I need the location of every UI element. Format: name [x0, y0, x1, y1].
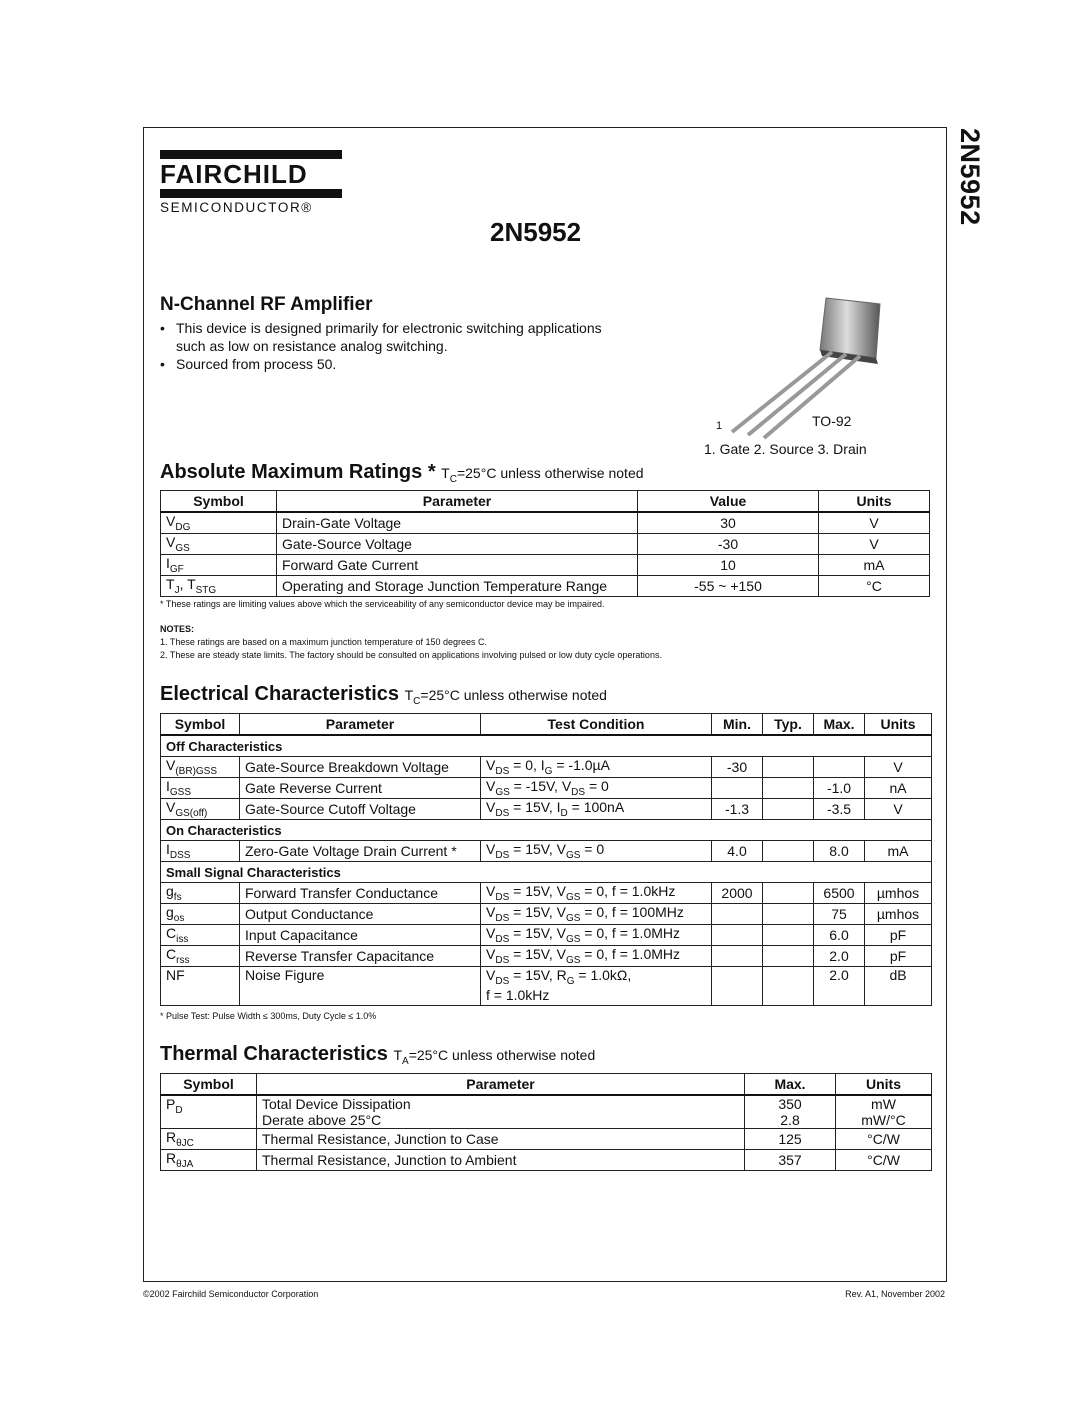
part-number: 2N5952 — [490, 217, 582, 247]
table-row: $V_{DG}$ Drain-Gate Voltage 30 V — [161, 512, 930, 534]
elec-footnote: * Pulse Test: Pulse Width ≤ 300ms, Duty Cycle ≤ 1.0% — [160, 1011, 377, 1021]
table-row: $C_{iss}$ Input Capacitance $V_{DS} = 15V$, $V_{GS} = 0$, f = 1.0MHz 6.0 pF — [161, 925, 932, 946]
table-row: $g_{fs}$ Forward Transfer Conductance $V_{DS} = 15V$, $V_{GS} = 0$, f = 1.0kHz 2000 6500 µmhos — [161, 883, 932, 904]
thermal-table — [160, 1073, 932, 1171]
footer-revision: Rev. A1, November 2002 — [845, 1289, 945, 1299]
table-row: $R_{\theta JC}$ Thermal Resistance, Junction to Case 125 °C/W — [161, 1129, 932, 1150]
table-row: $T_J$, $T_{STG}$ Operating and Storage Junction Temperature Range -55 ~ +150 °C — [161, 576, 930, 597]
table-header-row: Symbol Parameter Value Units — [161, 491, 930, 513]
abs-max-footnote: * These ratings are limiting values above which the serviceability of any semiconductor device may be impaired. — [160, 599, 605, 609]
table-row: $I_{DSS}$ Zero-Gate Voltage Drain Current * $V_{DS} = 15V$, $V_{GS} = 0$ 4.0 8.0 mA — [161, 841, 932, 862]
table-row: $V_{GS}$ Gate-Source Voltage -30 V — [161, 534, 930, 555]
table-row: $I_{GSS}$ Gate Reverse Current $V_{GS} = -15V$, $V_{DS} = 0$ -1.0 nA — [161, 778, 932, 799]
note-2: 2. These are steady state limits. The factory should be consulted on applications involving pulsed or low duty cycle operations. — [160, 650, 662, 660]
thermal-condition: $T_A=25^\circ C$ unless otherwise noted — [393, 1047, 596, 1067]
note-1: 1. These ratings are based on a maximum junction temperature of 150 degrees C. — [160, 637, 488, 647]
table-row: $I_{GF}$ Forward Gate Current 10 mA — [161, 555, 930, 576]
bullet-item: • This device is designed primarily for electronic switching applications — [160, 320, 602, 336]
footer-copyright: ©2002 Fairchild Semiconductor Corporation — [143, 1289, 319, 1299]
bullet-item-cont: such as low on resistance analog switching. — [176, 338, 448, 354]
section-row: Off Characteristics — [161, 735, 932, 757]
side-part-number: 2N5952 — [955, 128, 985, 226]
logo-sub: SEMICONDUCTOR® — [160, 200, 313, 215]
thermal-heading: Thermal Characteristics $T_A=25^\circ C$ unless otherwise noted — [160, 1043, 596, 1067]
device-title: N-Channel RF Amplifier — [160, 294, 373, 315]
elec-table — [160, 713, 932, 1006]
table-header-row: Symbol Parameter Test Condition Min. Typ. Max. Units — [161, 714, 932, 736]
table-row: $V_{GS(off)}$ Gate-Source Cutoff Voltage $V_{DS} = 15V$, $I_D = 100nA$ -1.3 -3.5 V — [161, 799, 932, 820]
pin-description: 1. Gate 2. Source 3. Drain — [704, 441, 867, 457]
elec-heading: Electrical Characteristics $T_C=25^\circ C$ unless otherwise noted — [160, 683, 607, 707]
table-row: $g_{os}$ Output Conductance $V_{DS} = 15V$, $V_{GS} = 0$, f = 100MHz 75 µmhos — [161, 904, 932, 925]
abs-max-condition: $T_C=25^\circ C$ unless otherwise noted — [441, 465, 644, 485]
abs-max-table — [160, 490, 930, 597]
logo-bar-top — [160, 150, 342, 159]
abs-max-heading: Absolute Maximum Ratings * $T_C=25^\circ C$ unless otherwise noted — [160, 461, 644, 485]
section-row: On Characteristics — [161, 820, 932, 841]
feature-list — [160, 319, 602, 373]
table-row: $V_{(BR)GSS}$ Gate-Source Breakdown Voltage $V_{DS} = 0$, $I_G = -1.0\mu A$ -30 V — [161, 757, 932, 778]
table-row: NF Noise Figure $V_{DS} = 15V$, $R_G = 1.0k\Omega$, f = 1.0kHz 2.0 dB — [161, 967, 932, 1006]
pin1-marker: 1 — [716, 420, 723, 432]
to92-package-image — [708, 290, 898, 465]
logo-bar-bottom — [160, 189, 342, 198]
table-row: $C_{rss}$ Reverse Transfer Capacitance $V_{DS} = 15V$, $V_{GS} = 0$, f = 1.0MHz 2.0 pF — [161, 946, 932, 967]
section-row: Small Signal Characteristics — [161, 862, 932, 883]
elec-condition: $T_C=25^\circ C$ unless otherwise noted — [404, 687, 607, 707]
fairchild-logo — [160, 150, 342, 215]
notes-title: NOTES: — [160, 624, 195, 634]
bullet-item: • Sourced from process 50. — [160, 356, 337, 372]
table-header-row: Symbol Parameter Max. Units — [161, 1074, 932, 1096]
logo-name: FAIRCHILD — [160, 159, 308, 189]
table-row: $P_D$ Total Device Dissipation Derate above 25°C 350 2.8 mW mW/°C — [161, 1095, 932, 1129]
table-row: $R_{\theta JA}$ Thermal Resistance, Junction to Ambient 357 °C/W — [161, 1150, 932, 1171]
package-name: TO-92 — [812, 413, 852, 429]
